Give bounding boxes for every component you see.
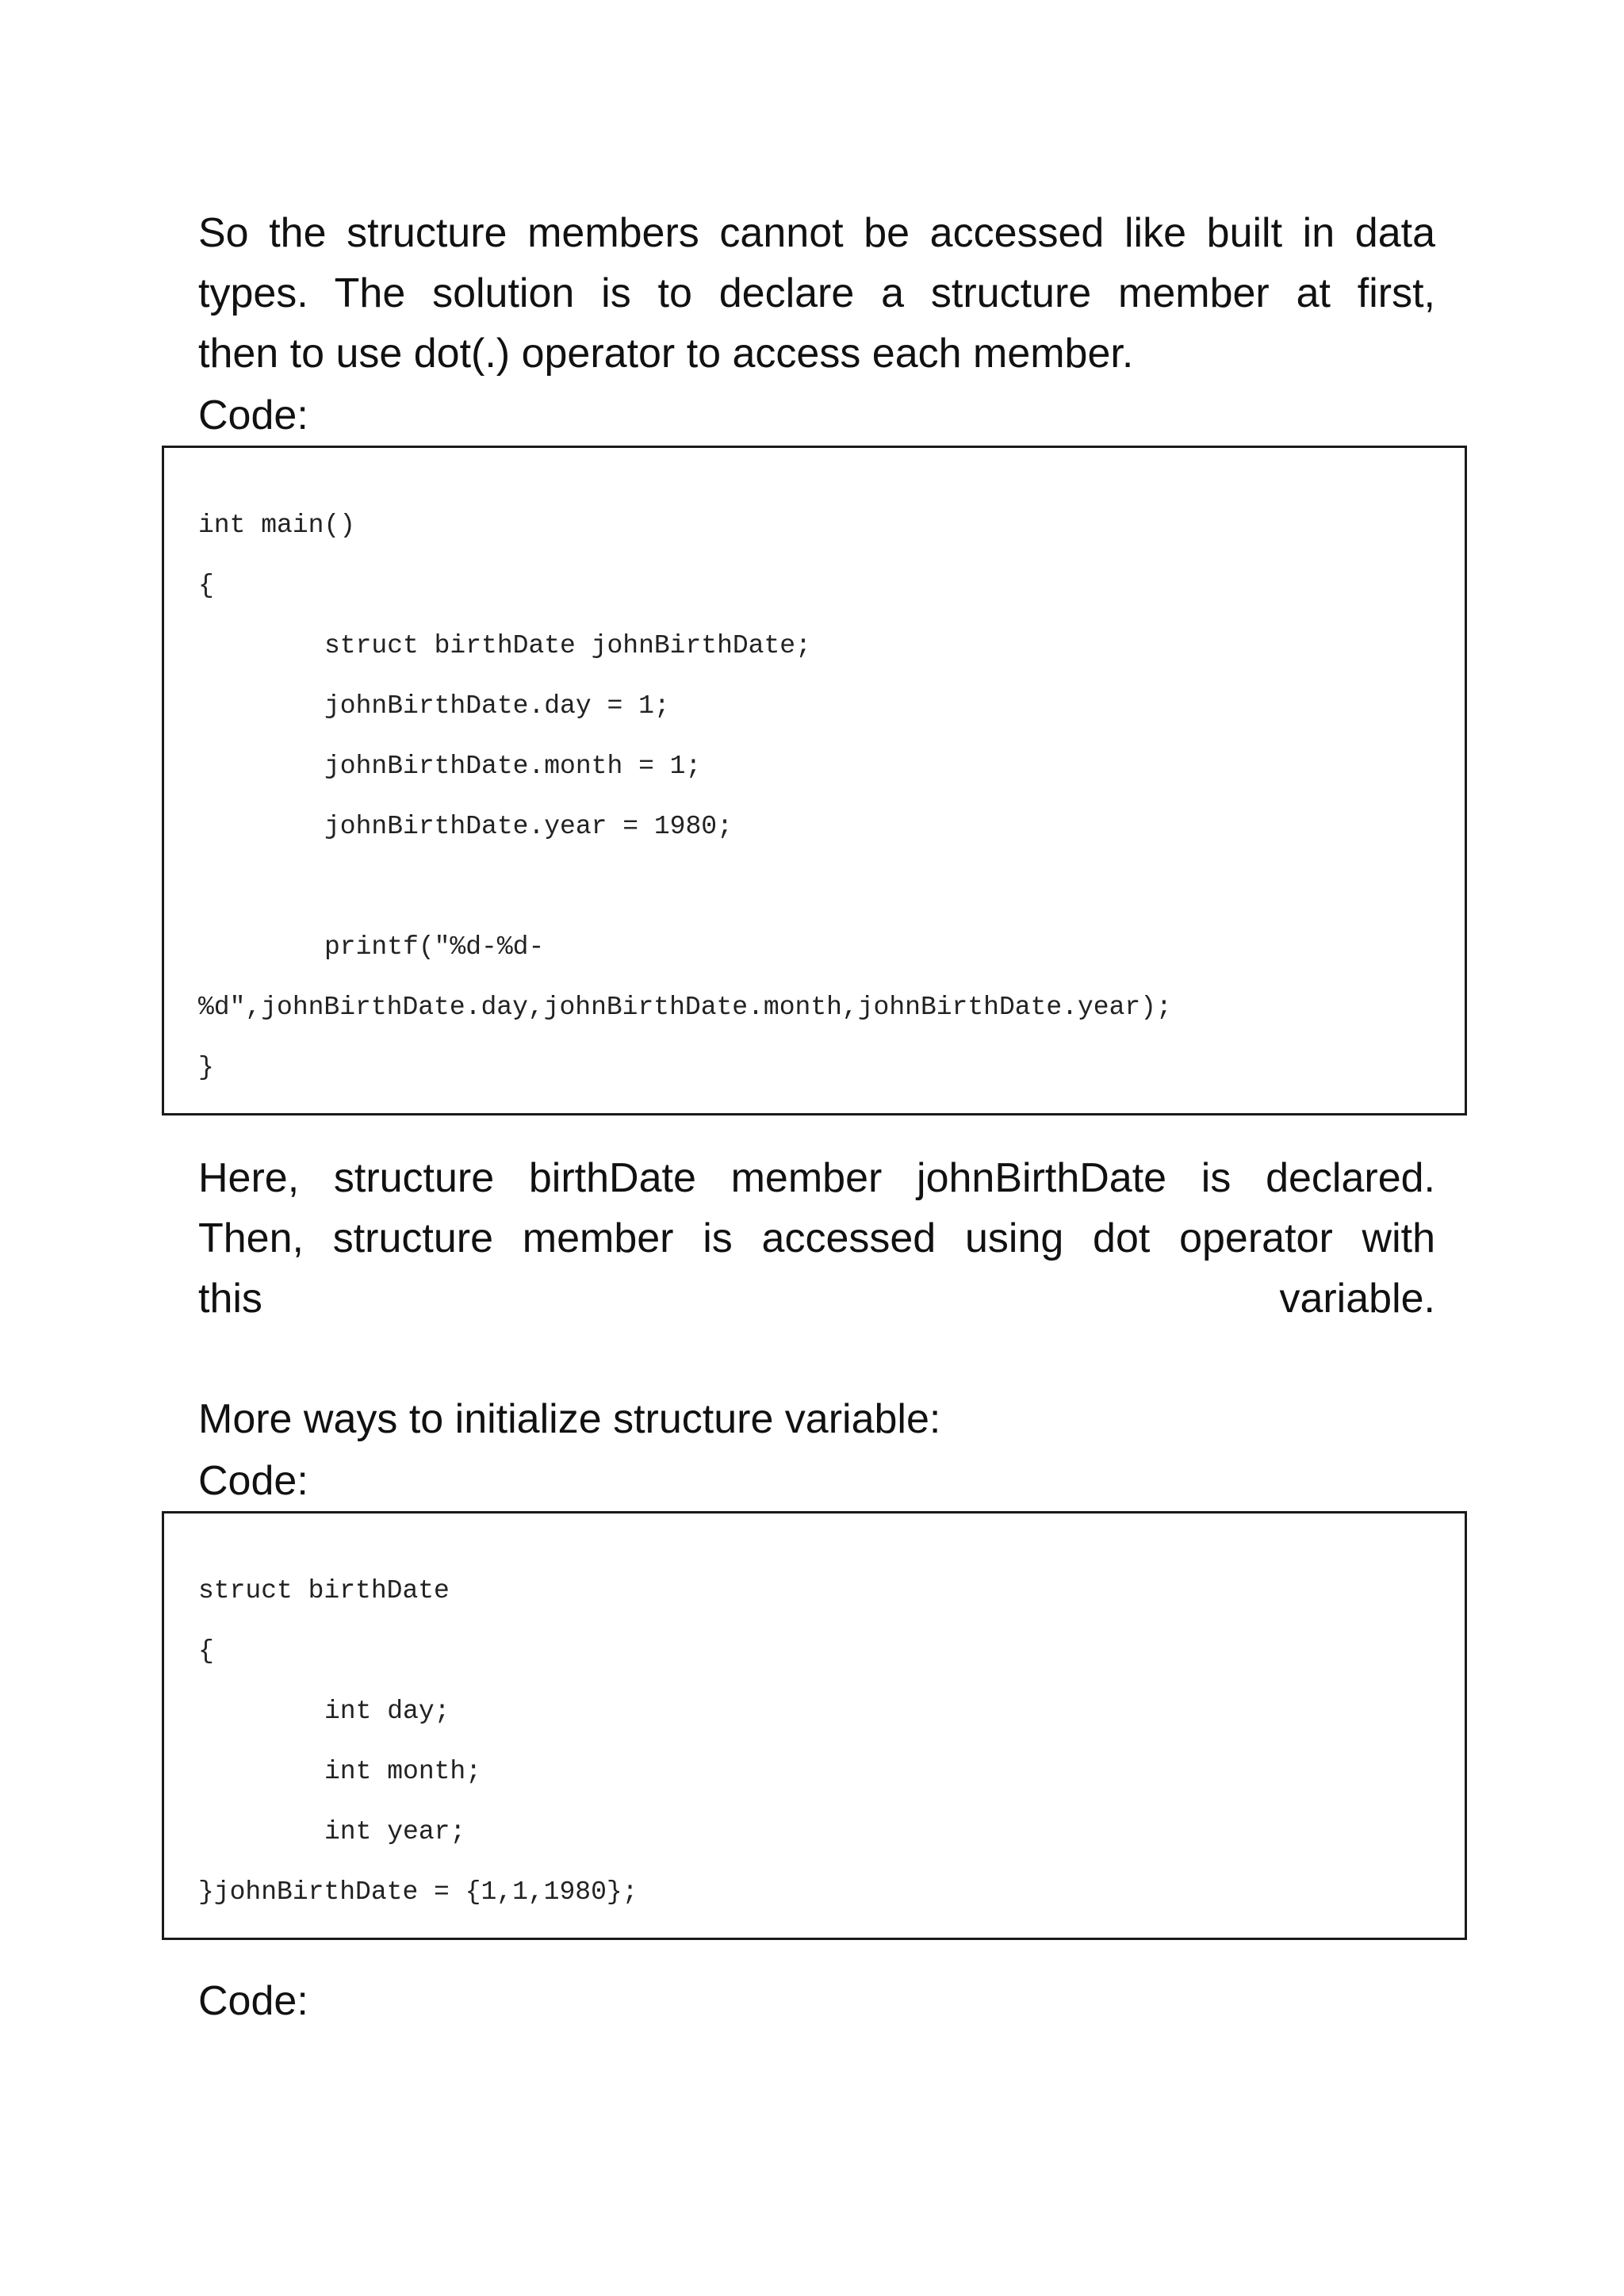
code-line: int main(): [198, 511, 356, 540]
code-line: }johnBirthDate = {1,1,1980};: [198, 1877, 638, 1907]
code-line: printf("%d-%d-: [324, 932, 545, 962]
code-line: int month;: [324, 1757, 482, 1786]
explanation-line-2: Then, structure member is accessed using dot operator with: [198, 1215, 1435, 1261]
explanation-line-3: this variable.: [198, 1276, 1435, 1322]
code-line: }: [198, 1053, 214, 1082]
code-line: %d",johnBirthDate.day,johnBirthDate.month,johnBirthDate.year);: [198, 993, 1172, 1022]
code-line: johnBirthDate.year = 1980;: [324, 812, 733, 841]
code-block-2: [162, 1511, 1467, 1940]
code-line: johnBirthDate.day = 1;: [324, 691, 670, 721]
code-line: struct birthDate johnBirthDate;: [324, 631, 811, 660]
intro-line-2: types. The solution is to declare a structure member at first,: [198, 270, 1435, 316]
more-ways-heading: More ways to initialize structure variable:: [198, 1396, 941, 1442]
code-label-2: Code:: [198, 1458, 308, 1504]
code-block-1: [162, 446, 1467, 1115]
code-label-1: Code:: [198, 392, 308, 438]
intro-line-1: So the structure members cannot be accessed like built in data: [198, 210, 1435, 256]
explanation-line-1: Here, structure birthDate member johnBirthDate is declared.: [198, 1155, 1435, 1201]
code-label-3: Code:: [198, 1978, 308, 2024]
code-line: johnBirthDate.month = 1;: [324, 752, 702, 781]
intro-line-3: then to use dot(.) operator to access each member.: [198, 331, 1134, 377]
code-line: {: [198, 571, 214, 600]
code-line: {: [198, 1636, 214, 1666]
code-line: int year;: [324, 1817, 466, 1846]
code-line: struct birthDate: [198, 1576, 450, 1605]
code-line: int day;: [324, 1697, 450, 1726]
